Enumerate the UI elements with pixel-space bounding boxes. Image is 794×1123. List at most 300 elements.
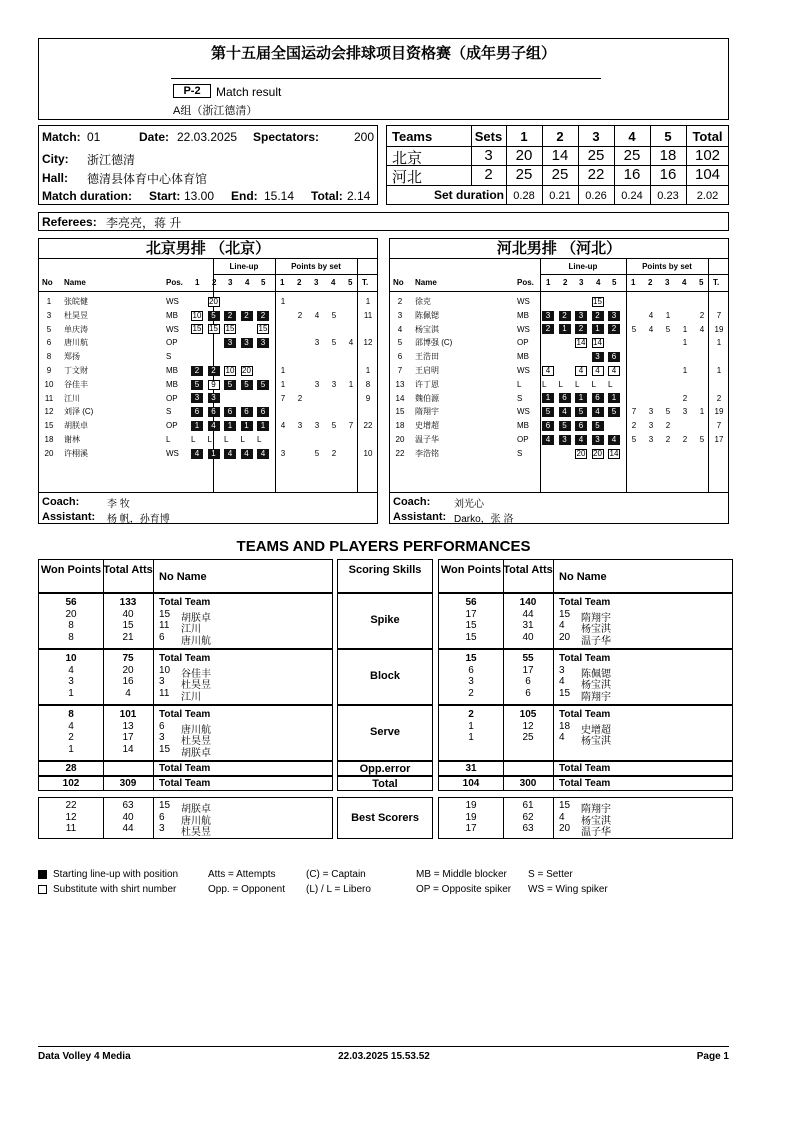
player-name: 温子华 [581,635,611,647]
player-row [390,419,728,433]
col-pt5: 5 [699,278,704,287]
lineup-cells [542,447,625,461]
score-b-set4: 16 [623,166,641,183]
player-name: 杨宝淇 [581,736,611,747]
player-name: 刘泽 (C) [64,407,94,417]
team-b-player-list [390,295,728,490]
starting-lineup-marker: 5 [542,407,554,417]
legend-libero: (L) / L = Libero [306,884,371,895]
won-points: 12 [65,811,77,823]
won-points: 20 [65,608,77,620]
lineup-cells [191,447,274,461]
player-number: 5 [397,338,403,348]
total-atts: 6 [525,687,531,699]
null [553,798,554,838]
points-set-1: 7 [631,407,637,417]
score-b-total: 104 [694,166,721,183]
col-lu4: 4 [245,278,250,287]
shirt-number: 10 [159,664,171,676]
points-set-2: 2 [297,393,303,403]
player-number: 15 [395,407,405,417]
player-total: 1 [365,366,371,375]
player-row [39,405,377,419]
won-points: 3 [68,676,74,687]
col-pt2: 2 [648,278,653,287]
starting-lineup-marker: 3 [542,311,554,321]
starting-lineup-marker: 5 [559,421,571,431]
player-row [39,392,377,406]
player-total: 9 [365,393,371,403]
page-title: 第十五届全国运动会排球项目资格赛（成年男子组） [210,45,556,62]
won-points: 102 [62,778,80,789]
col-lu1: 1 [195,278,200,287]
referees-names: 李亮亮，蒋 升 [106,216,182,230]
player-position: MB [517,352,529,362]
player-position: WS [517,324,530,334]
col-lu1: 1 [546,278,551,287]
points-set-4: 2 [331,448,337,458]
null [153,798,154,838]
empty-lineup-cell [559,297,571,307]
libero-marker: L [591,379,596,389]
player-total: 22 [363,421,373,431]
won-points: 2 [468,709,474,720]
player-total: 1 [716,338,722,348]
player-row [39,364,377,378]
player-name: 杜昊昱 [181,680,211,691]
player-position: OP [166,338,178,348]
points-set-5: 1 [348,379,354,389]
lineup-cells [191,336,274,350]
player-name: 陈佩锶 [581,668,611,680]
player-total: 12 [363,338,373,348]
empty-lineup-cell [542,338,554,348]
shirt-number: 3 [159,732,165,743]
points-set-4: 1 [682,324,688,334]
score-a-sets: 3 [484,147,493,164]
starting-lineup-marker: 5 [257,380,269,390]
null [103,762,104,775]
scoring-skills-header: Scoring Skills [348,564,422,576]
empty-lineup-cell [241,393,253,403]
performances-title: TEAMS AND PLAYERS PERFORMANCES [236,538,531,555]
player-number: 18 [395,421,405,431]
player-row [39,447,377,461]
player-number: 13 [395,379,405,389]
total-atts: 44 [522,608,534,620]
libero-marker: L [575,379,580,389]
col-pt3: 3 [314,278,319,287]
total-label: Total: [311,189,343,203]
won-points: 19 [465,800,477,811]
null [153,777,154,790]
won-points: 22 [65,800,77,811]
player-position: L [166,435,171,444]
player-name: 陈佩锶 [415,310,439,320]
libero-marker: L [207,434,212,444]
col-lu3: 3 [228,278,233,287]
starting-lineup-marker: 2 [208,366,220,376]
score-a-set2: 14 [551,147,569,164]
won-points: 1 [68,743,74,755]
empty-lineup-cell [542,352,554,362]
substitute-marker: 20 [576,448,586,458]
player-name: 谷佳丰 [64,379,88,389]
substitute-marker: 10 [192,310,202,320]
total-atts: 13 [122,720,134,732]
no-name-header: No Name [559,571,607,583]
player-name: 郑扬 [64,352,80,362]
score-header-set1: 1 [520,129,528,144]
substitute-marker: 4 [592,366,604,376]
team-b-coach: 刘光心 [454,499,484,510]
total-atts: 105 [519,709,537,720]
lineup-cells [191,364,274,378]
total-team-label: Total Team [559,653,611,664]
player-position: WS [166,448,179,458]
substitute-marker: 15 [209,324,218,334]
total-atts: 44 [122,823,134,834]
player-position: WS [517,297,530,306]
null [153,706,154,760]
team-a-serve-block [38,705,333,761]
substitute-marker: 20 [593,448,602,458]
player-row [390,364,728,378]
team-b-spike-block [438,593,733,649]
player-position: WS [166,324,179,334]
lineup-cells [191,419,274,433]
total-team-label: Total Team [559,597,611,608]
team-b-serve-block [438,705,733,761]
starting-lineup-marker: 5 [608,407,620,417]
won-points: 56 [65,597,77,608]
player-name: 徐克 [415,297,431,306]
empty-lineup-cell [559,449,571,459]
null [553,560,554,592]
substitute-marker: 4 [542,366,554,376]
player-number: 11 [44,393,54,403]
team-a-block-block [38,649,333,705]
player-row [390,392,728,406]
starting-lineup-marker: 1 [542,393,554,403]
player-position: MB [166,379,178,389]
substitute-marker: 15 [258,324,268,334]
won-points: 6 [468,664,474,676]
col-name: Name [415,278,437,287]
total-team-label: Total Team [159,597,211,608]
player-position: MB [166,366,178,375]
libero-marker: L [608,379,613,389]
team-b-block-block [438,649,733,705]
won-points-header: Won Points [440,564,502,576]
player-position: OP [517,338,529,348]
points-set-3: 3 [314,338,320,348]
player-position: WS [166,297,179,306]
set1-duration: 0.28 [513,190,535,202]
player-total: 19 [714,407,724,417]
total-atts: 16 [122,676,134,687]
shirt-number: 4 [559,676,565,687]
total-atts: 309 [119,778,137,789]
shirt-number: 6 [159,720,165,732]
duration-label: Match duration: [42,189,132,203]
team-a-assistant-label: Assistant: [42,511,96,523]
team-b-assistant: Darko，张 洛 [454,514,514,525]
points-set-2: 3 [648,421,654,431]
col-t: T. [362,278,369,287]
player-total: 19 [714,324,724,334]
starting-lineup-marker: 2 [608,324,620,334]
total-atts: 15 [122,620,134,631]
starting-lineup-marker: 4 [542,435,554,445]
player-name: 邵博强 (C) [415,338,453,348]
player-name: 王浩田 [415,352,439,362]
player-total: 7 [716,421,722,431]
player-name: 李浩铭 [415,448,439,458]
starting-lineup-marker: 1 [559,324,571,334]
player-row [39,433,377,447]
shirt-number: 11 [159,687,170,699]
shirt-number: 4 [559,620,565,631]
footer-timestamp: 22.03.2025 15.53.52 [338,1051,430,1062]
total-atts: 25 [522,732,534,743]
points-set-5: 5 [699,435,705,444]
score-team-a: 北京 [392,150,423,167]
col-pt1: 1 [631,278,636,287]
player-name: 隋翔宇 [581,691,611,703]
starting-lineup-marker: 4 [241,449,253,459]
points-set-4: 2 [682,393,688,403]
player-number: 2 [397,297,403,306]
points-set-5: 4 [699,324,705,334]
player-number: 9 [46,366,52,375]
total-skill-cell [337,776,433,791]
player-name: 唐川航 [64,338,88,348]
legend-substitute: Substitute with shirt number [53,884,177,895]
footer-software: Data Volley 4 Media [38,1051,131,1062]
score-header-teams: Teams [392,129,433,144]
player-row [390,378,728,392]
points-set-4: 5 [331,310,337,320]
total-atts: 12 [522,720,534,732]
substitute-marker: 10 [225,365,235,375]
player-name: 温子华 [415,435,439,444]
won-points: 8 [68,631,74,643]
opp-error-skill-cell [337,761,433,776]
points-set-3: 5 [314,448,320,458]
col-pt1: 1 [280,278,285,287]
substitute-marker: 9 [208,380,220,390]
total-atts: 300 [519,778,537,789]
set2-duration: 0.21 [549,190,571,202]
team-b-panel [389,238,729,524]
lineup-cells [542,364,625,378]
player-row [39,336,377,350]
col-lu5: 5 [261,278,266,287]
starting-lineup-marker: 5 [224,380,236,390]
starting-lineup-marker: 3 [592,352,604,362]
player-position: S [166,352,172,362]
lineup-cells [191,309,274,323]
lineup-cells [542,295,625,309]
player-total: 1 [365,297,371,306]
points-set-1: 1 [280,297,286,306]
won-points: 11 [65,823,77,834]
hall-value: 德清县体育中心体育馆 [87,172,208,186]
empty-lineup-cell [559,366,571,376]
lineup-cells [191,405,274,419]
points-set-1: 7 [280,393,286,403]
player-number: 18 [44,435,54,444]
total-atts: 61 [522,800,534,811]
player-name: 杨宝淇 [581,680,611,691]
won-points: 3 [468,676,474,687]
substitute-marker: 4 [575,366,587,376]
col-pt2: 2 [297,278,302,287]
total-team-label: Total Team [159,709,211,720]
score-a-set4: 25 [623,147,641,164]
group-label: A组（浙江德清） [173,105,258,117]
team-a-points-label: Points by set [291,262,341,271]
player-position: OP [166,421,178,431]
empty-lineup-cell [257,352,269,362]
starting-lineup-marker: 6 [559,393,571,403]
player-number: 4 [397,324,403,334]
title-underline [171,78,601,79]
empty-lineup-cell [224,297,236,307]
player-row [39,309,377,323]
starting-lineup-marker: 6 [208,407,220,417]
player-name: 温子华 [581,827,611,838]
team-a-spike-block [38,593,333,649]
total-atts: 63 [122,800,134,811]
col-name: Name [64,278,86,287]
match-number: 01 [87,130,101,144]
won-points: 15 [465,653,477,664]
points-set-3: 1 [665,310,671,320]
points-set-2: 3 [297,421,303,431]
col-lu4: 4 [596,278,601,287]
total-team-label: Total Team [159,653,211,664]
date-label: Date: [139,130,170,144]
set4-duration: 0.24 [621,190,643,202]
shirt-number: 18 [559,720,571,732]
total-team-label: Total Team [559,763,611,774]
empty-lineup-cell [241,297,253,307]
total-team-label: Total Team [159,778,211,789]
player-row [39,350,377,364]
spectators-value: 200 [353,130,374,144]
col-lu3: 3 [579,278,584,287]
player-name: 王启明 [415,366,439,375]
total-atts: 17 [522,664,534,676]
lineup-cells [191,295,274,309]
won-points: 31 [465,763,477,774]
player-name: 江川 [64,393,80,403]
lineup-cells [542,323,625,337]
score-b-sets: 2 [484,166,493,183]
null [153,650,154,704]
won-points: 1 [468,720,474,732]
points-set-5: 4 [348,338,354,348]
legend-atts: Atts = Attempts [208,869,276,880]
col-t: T. [713,278,720,287]
won-points: 1 [468,732,474,743]
city-label: City: [42,152,69,166]
total-atts: 62 [522,811,534,823]
starting-lineup-marker: 2 [559,311,571,321]
total-atts: 140 [519,597,537,608]
shirt-number: 15 [159,800,171,811]
footer-page: Page 1 [696,1051,729,1062]
col-no: No [393,278,404,287]
points-set-4: 1 [682,366,688,375]
won-points: 4 [68,720,74,732]
score-table [386,125,729,205]
team-b-best-scorers [438,797,733,839]
substitute-swatch [38,885,47,894]
empty-lineup-cell [241,324,253,334]
spectators-label: Spectators: [253,130,320,144]
substitute-marker: 20 [242,365,251,375]
starting-lineup-marker: 2 [592,311,604,321]
lineup-cells [542,419,625,433]
starting-lineup-marker: 2 [542,324,554,334]
col-pos: Pos. [166,278,183,287]
player-name: 魏伯源 [415,393,439,403]
total-atts: 40 [522,631,534,643]
libero-marker: L [257,434,262,444]
player-row [390,309,728,323]
referees-label: Referees: [42,215,97,229]
starting-lineup-marker: 5 [191,380,203,390]
starting-lineup-marker: 6 [542,421,554,431]
empty-lineup-cell [191,338,203,348]
won-points: 15 [465,631,477,643]
won-points: 2 [68,732,74,743]
points-set-1: 4 [280,421,286,431]
starting-lineup-marker: 2 [224,311,236,321]
report-subtitle: Match result [216,85,282,99]
team-b-opp-error [438,761,733,776]
total-atts: 14 [122,743,134,755]
start-label: Start: [149,189,181,203]
player-number: 3 [46,310,52,320]
best-scorers-skill-cell [337,797,433,839]
player-name: 隋翔宇 [415,407,439,417]
shirt-number: 3 [159,676,165,687]
player-number: 20 [44,448,54,458]
player-total: 1 [716,366,722,375]
empty-lineup-cell [559,338,571,348]
lineup-cells [542,378,625,392]
won-points: 1 [68,687,74,699]
empty-lineup-cell [608,338,620,348]
points-set-4: 1 [682,338,688,348]
empty-lineup-cell [224,352,236,362]
player-position: OP [517,435,529,444]
empty-lineup-cell [257,297,269,307]
player-row [390,336,728,350]
player-position: MB [517,310,529,320]
player-number: 10 [44,379,54,389]
referees-box [38,212,729,231]
won-points: 4 [68,664,74,676]
points-set-5: 2 [699,310,705,320]
player-name: 谢林 [64,435,80,444]
skill-label: Block [370,670,400,682]
player-name: 杨宝淇 [581,815,611,827]
